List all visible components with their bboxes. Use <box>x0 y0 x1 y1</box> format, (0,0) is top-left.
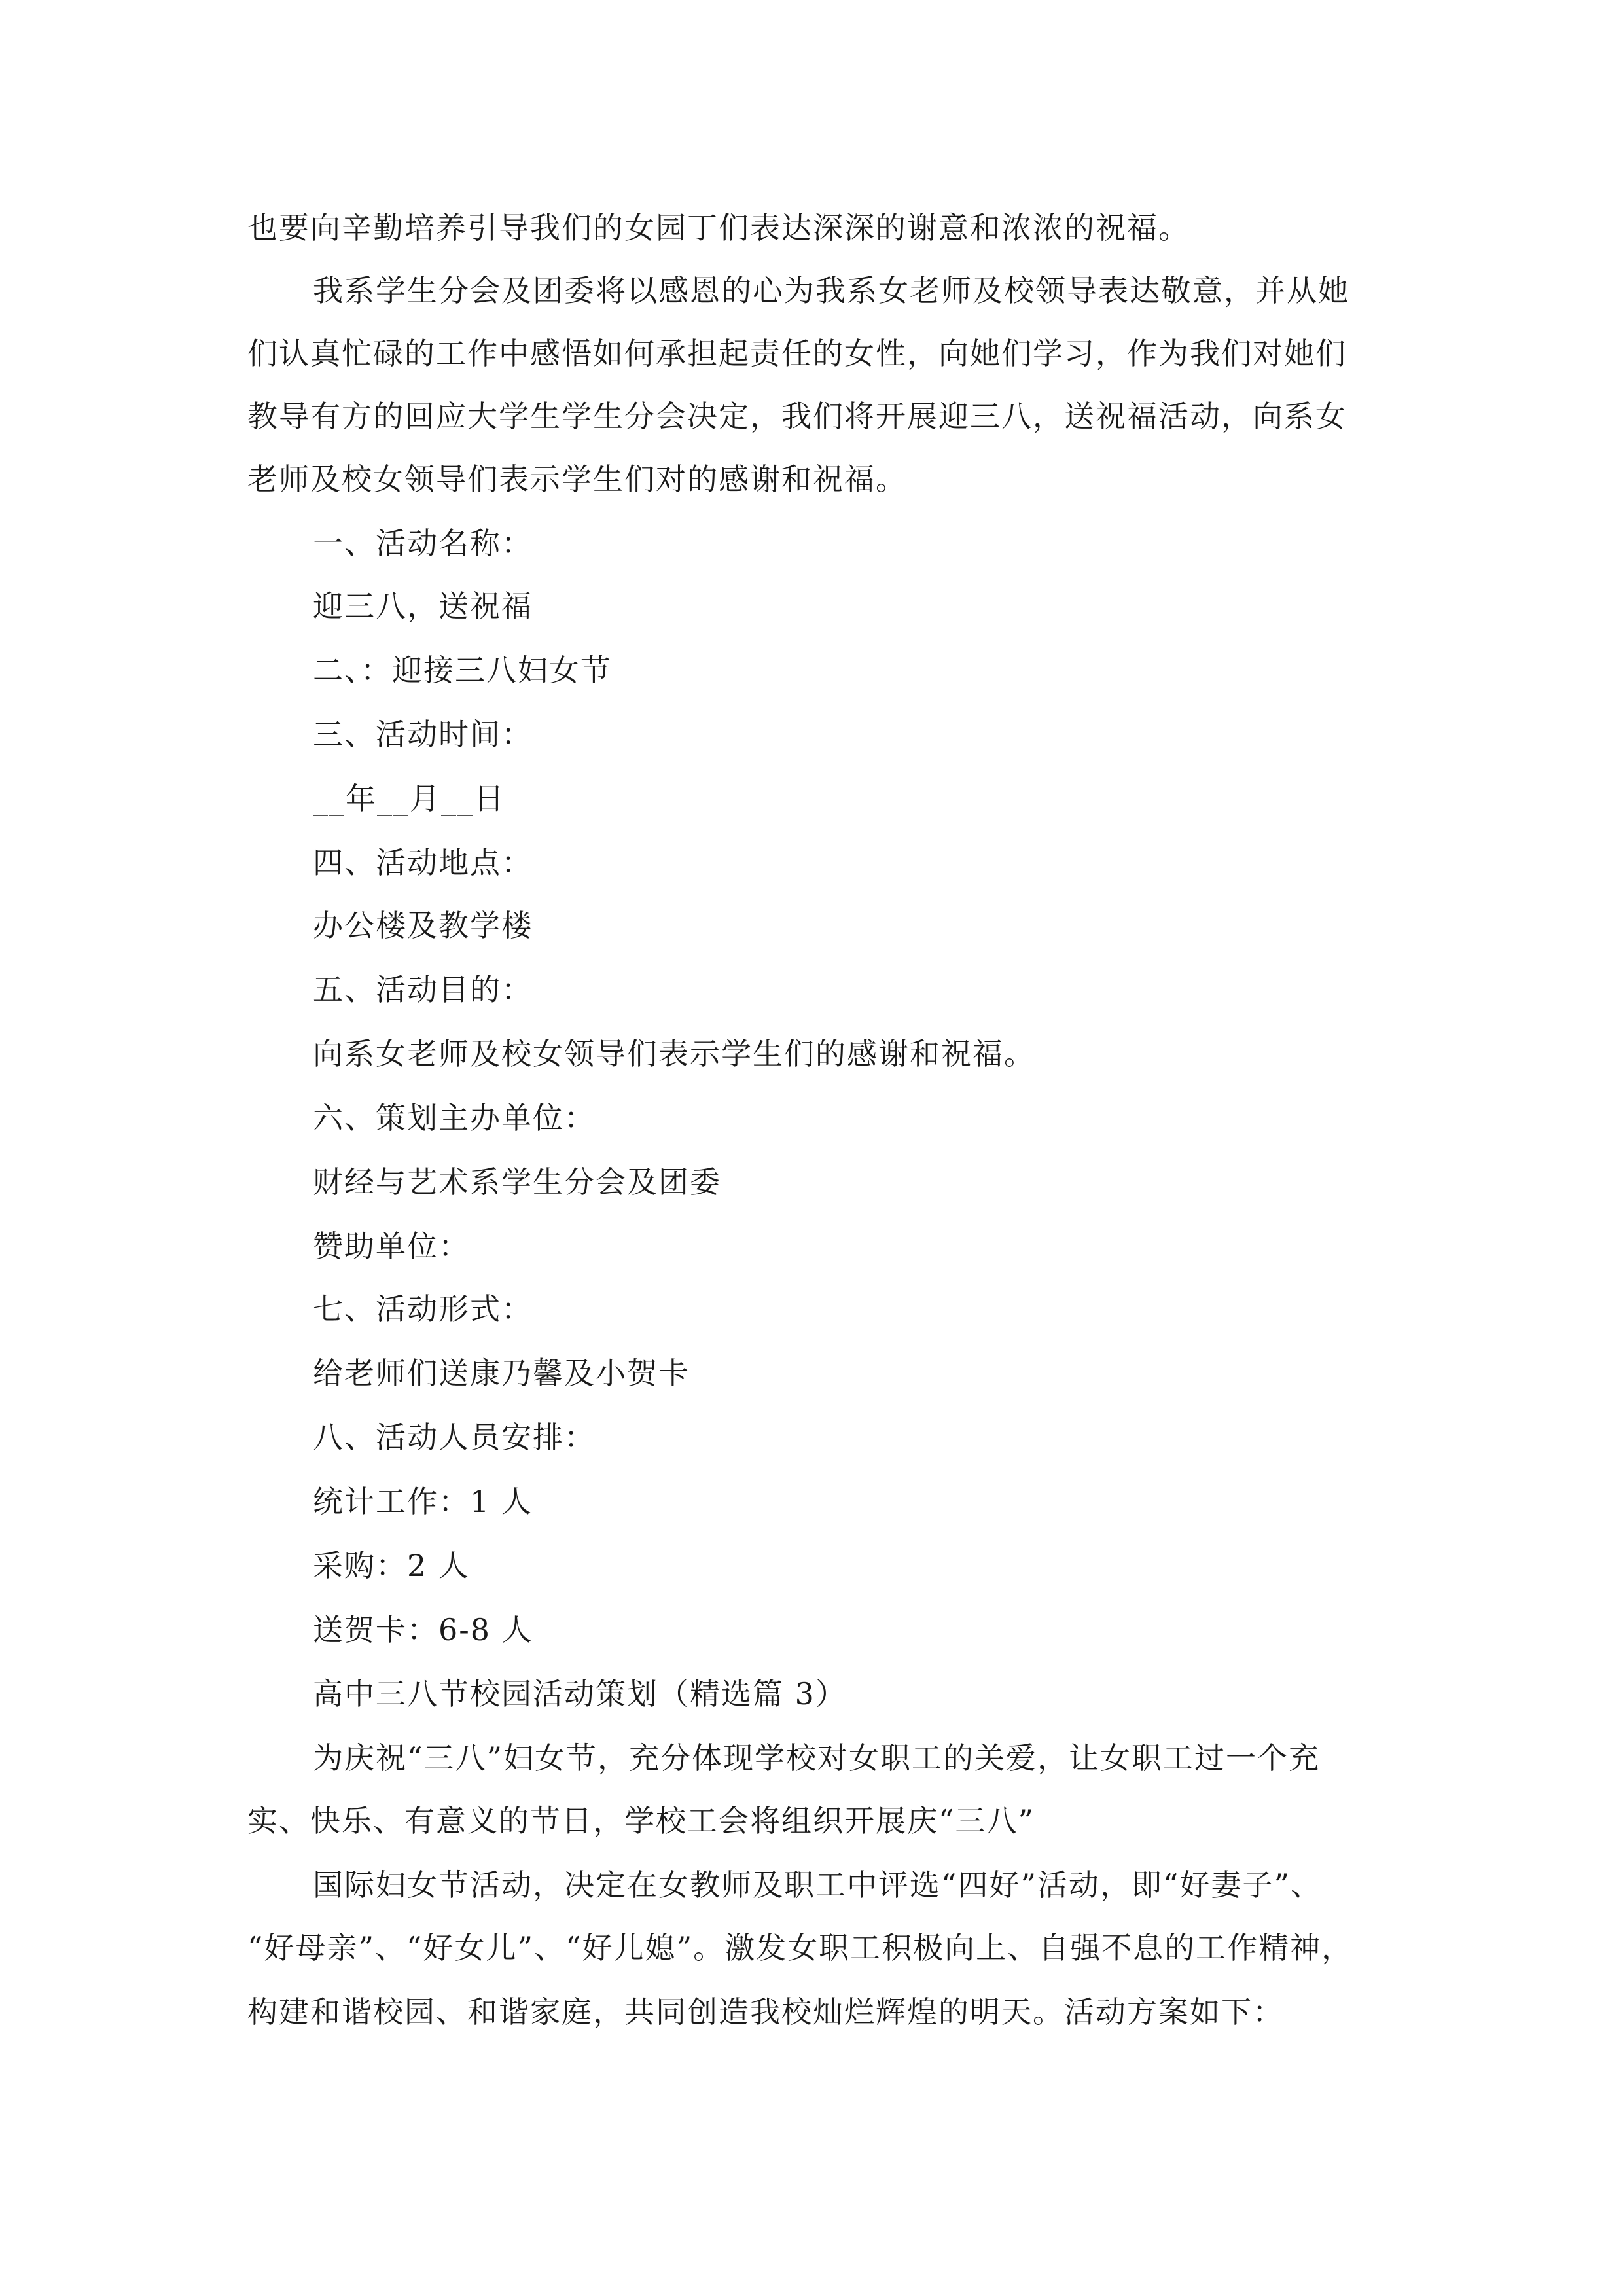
text-line: 采购：2 人 <box>313 1548 470 1583</box>
section-heading: 四、活动地点： <box>313 845 533 880</box>
text-line: 实、快乐、有意义的节日，学校工会将组织开展庆“三八” <box>247 1803 1035 1839</box>
text-line: 国际妇女节活动，决定在女教师及职工中评选“四好”活动，即“好妻子”、 <box>313 1867 1323 1903</box>
text-line: 送贺卡：6-8 人 <box>313 1612 533 1647</box>
section-heading: 三、活动时间： <box>313 717 533 752</box>
text-line: 迎三八，送祝福 <box>313 588 533 624</box>
section-heading: 八、活动人员安排： <box>313 1420 596 1455</box>
text-line: 为庆祝“三八”妇女节，充分体现学校对女职工的关爱，让女职工过一个充 <box>313 1740 1321 1776</box>
text-line: 给老师们送康乃馨及小贺卡 <box>313 1355 690 1391</box>
text-line: “好母亲”、“好女儿”、“好儿媳”。激发女职工积极向上、自强不息的工作精神， <box>247 1930 1353 1965</box>
text-line: 财经与艺术系学生分会及团委 <box>313 1164 721 1200</box>
text-line: 教导有方的回应大学生学生分会决定，我们将开展迎三八，送祝福活动，向系女 <box>247 399 1347 434</box>
section-heading: 五、活动目的： <box>313 972 533 1007</box>
section-heading: 二、：迎接三八妇女节 <box>313 653 612 688</box>
section-heading: 六、策划主办单位： <box>313 1100 596 1136</box>
text-line: 老师及校女领导们表示学生们对的感谢和祝福。 <box>247 461 907 497</box>
article-title: 高中三八节校园活动策划（精选篇 3） <box>313 1676 847 1712</box>
section-heading: 七、活动形式： <box>313 1291 533 1327</box>
text-line: 们认真忙碌的工作中感悟如何承担起责任的女性，向她们学习，作为我们对她们 <box>247 336 1347 371</box>
text-line: 统计工作：1 人 <box>313 1484 533 1519</box>
text-line: 向系女老师及校女领导们表示学生们的感谢和祝福。 <box>313 1036 1035 1071</box>
text-line: 我系学生分会及团委将以感恩的心为我系女老师及校领导表达敬意，并从她 <box>313 273 1349 308</box>
text-line: __年__月__日 <box>313 781 505 816</box>
text-line: 构建和谐校园、和谐家庭，共同创造我校灿烂辉煌的明天。活动方案如下： <box>247 1994 1284 2030</box>
text-line: 办公楼及教学楼 <box>313 908 533 943</box>
text-line: 赞助单位： <box>313 1229 470 1264</box>
text-line: 也要向辛勤培养引导我们的女园丁们表达深深的谢意和浓浓的祝福。 <box>247 210 1190 245</box>
section-heading: 一、活动名称： <box>313 526 533 561</box>
